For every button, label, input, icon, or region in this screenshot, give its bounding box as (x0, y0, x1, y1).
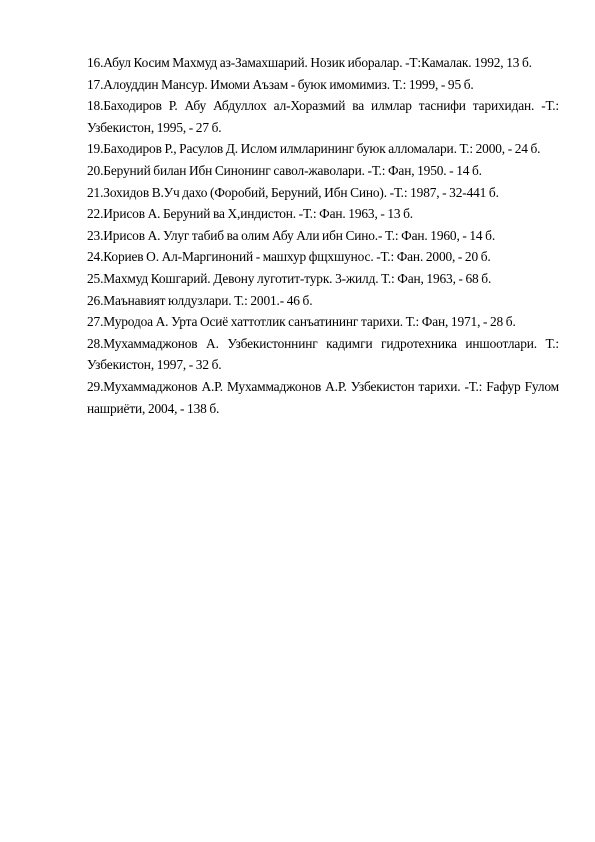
reference-item: 20.Беруний билан Ибн Синонинг савол-жаволари. -Т.: Фан, 1950. - 14 б. (87, 162, 482, 178)
reference-item: 27.Муродоа А. Урта Осиё хаттотлик санъатининг тарихи. Т.: Фан, 1971, - 28 б. (87, 314, 516, 330)
reference-item: 26.Маънавият юлдузлари. Т.: 2001.- 46 б. (87, 292, 313, 308)
reference-item: 17.Алоуддин Мансур. Имоми Аъзам - буюк имомимиз. Т.: 1999, - 95 б. (87, 76, 474, 92)
reference-item: 23.Ирисов А. Улуг табиб ва олим Абу Али ибн Сино.- Т.: Фан. 1960, - 14 б. (87, 227, 496, 243)
reference-item: 28.Мухаммаджонов А. Узбекистоннинг кадимги гидротехника иншоотлари. Т.: Узбекистон, 1997, - 32 б. (87, 335, 559, 373)
reference-item: 29.Мухаммаджонов А.Р. Мухаммаджонов А.Р. Узбекистон тарихи. -Т.: Fафур Fулом нашриёти, 2004, - 138 б. (87, 378, 559, 416)
reference-item: 24.Кориев О. Ал-Маргиноний - машхур фщхшунос. -Т.: Фан. 2000, - 20 б. (87, 249, 491, 265)
reference-list (87, 52, 559, 419)
reference-item: 18.Баходиров Р. Абу Абдуллох ал-Хоразмий ва илмлар таснифи тарихидан. -Т.: Узбекистон, 1995, - 27 б. (87, 98, 559, 135)
reference-item: 22.Ирисов А. Беруний ва Х,индистон. -Т.: Фан. 1963, - 13 б. (87, 206, 414, 222)
reference-item: 16.Абул Косим Махмуд аз-Замахшарий. Нозик иборалар. -Т:Камалак. 1992, 13 б. (87, 55, 532, 70)
reference-item: 21.Зохидов В.Уч дахо (Форобий, Беруний, Ибн Сино). -Т.: 1987, - 32-441 б. (87, 184, 499, 200)
reference-item: 25.Махмуд Кошгарий. Девону луготит-турк. 3-жилд. Т.: Фан, 1963, - 68 б. (87, 270, 492, 286)
reference-item: 19.Баходиров Р., Расулов Д. Ислом илмларининг буюк алломалари. Т.: 2000, - 24 б. (87, 141, 541, 157)
